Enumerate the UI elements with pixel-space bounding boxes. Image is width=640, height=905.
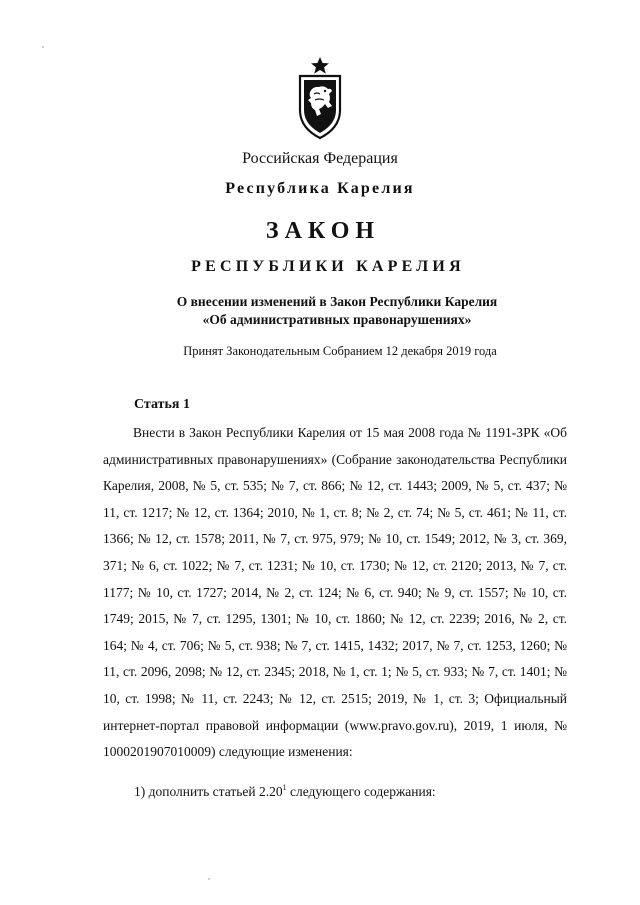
amendment-item-1-prefix: 1) дополнить статьей 2.20: [134, 784, 283, 799]
adoption-note: Принят Законодательным Собранием 12 декабря 2019 года: [183, 344, 497, 358]
federation-label: Российская Федерация: [242, 150, 398, 167]
law-name-line-1: О внесении изменений в Закон Республики Карелия: [176, 294, 498, 309]
amendment-item-1-superscript: 1: [282, 783, 287, 792]
karelia-coat-of-arms-icon: [295, 56, 345, 140]
law-subtitle: РЕСПУБЛИКИ КАРЕЛИЯ: [191, 258, 465, 275]
amendment-item-1: [134, 784, 436, 800]
amendment-item-1-suffix: следующего содержания:: [286, 784, 436, 799]
article-paragraph: Внести в Закон Республики Карелия от 15 мая 2008 года № 1191-ЗРК «Об административных правонарушениях» (Собрание законодательства Республики Карелия, 2008, № 5, ст. 535; № 7, ст. 866; № 12, ст. 1443; 2009, № 5, ст. 437; № 11, ст. 1217; № 12, ст. 1364; 2010, № 1, ст. 8; № 2, ст. 74; № 5, ст. 461; № 11, ст. 1366; № 12, ст. 1578; 2011, № 7, ст. 975, 979; № 10, ст. 1549; 2012, № 3, ст. 369, 371; № 6, ст. 1022; № 7, ст. 1231; № 10, ст. 1730; № 12, ст. 2120; 2013, № 7, ст. 1177; № 10, ст. 1727; 2014, № 2, ст. 124; № 6, ст. 940; № 9, ст. 1557; № 10, ст. 1749; 2015, № 7, ст. 1295, 1301; № 10, ст. 1860; № 12, ст. 2239; 2016, № 2, ст. 164; № 4, ст. 706; № 5, ст. 938; № 7, ст. 1415, 1432; 2017, № 7, ст. 1253, 1260; № 11, ст. 2096, 2098; № 12, ст. 2345; 2018, № 1, ст. 1; № 5, ст. 933; № 7, ст. 1401; № 10, ст. 1998; № 11, ст. 2243; № 12, ст. 2515; 2019, № 1, ст. 3; Официальный интернет-портал правовой информации (www.pravo.gov.ru), 2019, 1 июля, № 1000201907010009) следующие изменения:: [103, 425, 567, 760]
law-title: ЗАКОН: [265, 218, 381, 244]
law-name-line-2: «Об административных правонарушениях»: [202, 312, 472, 327]
scan-speck: [208, 878, 210, 880]
article-heading: Статья 1: [134, 397, 190, 412]
law-name: [17, 293, 640, 329]
scan-speck: [42, 46, 44, 48]
republic-label: Республика Карелия: [225, 180, 415, 197]
